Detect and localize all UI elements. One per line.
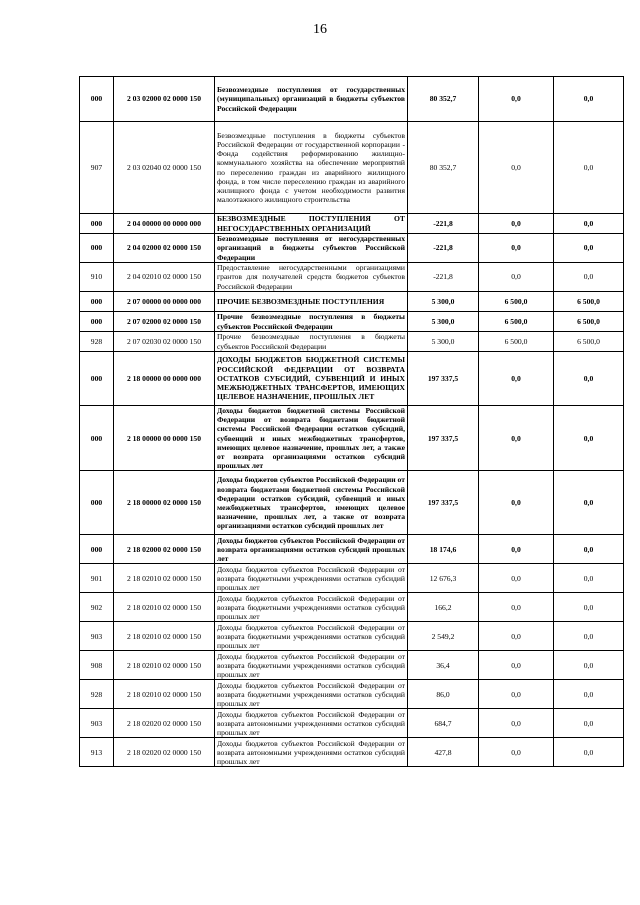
amount-year3-cell: 0,0	[554, 77, 624, 122]
budget-code-cell: 2 04 02010 02 0000 150	[114, 263, 215, 292]
budget-code-cell: 2 04 00000 00 0000 000	[114, 214, 215, 234]
revenue-name-cell: Доходы бюджетов субъектов Российской Федерации от возврата бюджетными учреждениями остатков субсидий прошлых лет	[215, 651, 408, 680]
table-row	[80, 471, 624, 535]
amount-year2-cell: 0,0	[479, 352, 554, 406]
amount-year2-cell: 6 500,0	[479, 312, 554, 332]
amount-year3-cell: 0,0	[554, 680, 624, 709]
table-row	[80, 593, 624, 622]
revenue-name-cell: ПРОЧИЕ БЕЗВОЗМЕЗДНЫЕ ПОСТУПЛЕНИЯ	[215, 292, 408, 312]
admin-code-cell: 928	[80, 680, 114, 709]
table-row	[80, 651, 624, 680]
amount-year2-cell: 0,0	[479, 738, 554, 767]
amount-year1-cell: 80 352,7	[408, 122, 479, 214]
amount-year1-cell: 427,8	[408, 738, 479, 767]
table-row	[80, 535, 624, 564]
table-row	[80, 122, 624, 214]
amount-year1-cell: 36,4	[408, 651, 479, 680]
revenue-name-cell: Предоставление негосударственными организациями грантов для получателей средств бюджетов субъектов Российской Федерации	[215, 263, 408, 292]
amount-year2-cell: 0,0	[479, 406, 554, 471]
amount-year3-cell: 0,0	[554, 651, 624, 680]
budget-code-cell: 2 18 02010 02 0000 150	[114, 593, 215, 622]
admin-code-cell: 000	[80, 214, 114, 234]
budget-table-body	[80, 77, 624, 767]
table-row	[80, 680, 624, 709]
admin-code-cell: 908	[80, 651, 114, 680]
amount-year1-cell: 2 549,2	[408, 622, 479, 651]
table-row	[80, 622, 624, 651]
amount-year3-cell: 6 500,0	[554, 332, 624, 352]
amount-year2-cell: 0,0	[479, 122, 554, 214]
revenue-name-cell: Доходы бюджетов субъектов Российской Федерации от возврата организациями остатков субсидий прошлых лет	[215, 535, 408, 564]
budget-code-cell: 2 18 02010 02 0000 150	[114, 564, 215, 593]
amount-year3-cell: 0,0	[554, 214, 624, 234]
amount-year1-cell: 197 337,5	[408, 352, 479, 406]
amount-year3-cell: 0,0	[554, 234, 624, 263]
admin-code-cell: 907	[80, 122, 114, 214]
table-row	[80, 312, 624, 332]
budget-code-cell: 2 03 02000 02 0000 150	[114, 77, 215, 122]
revenue-name-cell: Доходы бюджетов субъектов Российской Федерации от возврата бюджетными учреждениями остатков субсидий прошлых лет	[215, 593, 408, 622]
amount-year2-cell: 0,0	[479, 535, 554, 564]
revenue-name-cell: Доходы бюджетов субъектов Российской Федерации от возврата автономными учреждениями остатков субсидий прошлых лет	[215, 709, 408, 738]
amount-year3-cell: 0,0	[554, 352, 624, 406]
revenue-name-cell: Доходы бюджетов субъектов Российской Федерации от возврата бюджетами бюджетной системы Российской Федерации остатков субсидий, субвенций и иных межбюджетных трансфертов, имеющих целевое назначение, прошлых лет, а также от возврата организациями остатков субсидий прошлых лет	[215, 471, 408, 535]
budget-code-cell: 2 18 02020 02 0000 150	[114, 738, 215, 767]
amount-year3-cell: 0,0	[554, 593, 624, 622]
table-row	[80, 77, 624, 122]
amount-year2-cell: 0,0	[479, 680, 554, 709]
amount-year1-cell: 80 352,7	[408, 77, 479, 122]
admin-code-cell: 902	[80, 593, 114, 622]
revenue-name-cell: Безвозмездные поступления от негосударственных организаций в бюджеты субъектов Российской Федерации	[215, 234, 408, 263]
budget-code-cell: 2 18 02010 02 0000 150	[114, 651, 215, 680]
amount-year2-cell: 0,0	[479, 651, 554, 680]
amount-year1-cell: 5 300,0	[408, 312, 479, 332]
amount-year2-cell: 0,0	[479, 234, 554, 263]
amount-year1-cell: 197 337,5	[408, 406, 479, 471]
table-row	[80, 214, 624, 234]
budget-code-cell: 2 18 02010 02 0000 150	[114, 622, 215, 651]
admin-code-cell: 000	[80, 312, 114, 332]
page-number: 16	[313, 22, 327, 37]
amount-year2-cell: 0,0	[479, 593, 554, 622]
amount-year3-cell: 6 500,0	[554, 312, 624, 332]
revenue-name-cell: Безвозмездные поступления в бюджеты субъектов Российской Федерации от государственной корпорации - Фонда содействия реформированию жилищно-коммунального хозяйства на обеспечение мероприятий по переселению граждан из аварийного жилищного фонда, в том числе переселению граждан из аварийного жилищного фонда с учетом необходимости развития малоэтажного жилищного строительства	[215, 122, 408, 214]
budget-code-cell: 2 07 00000 00 0000 000	[114, 292, 215, 312]
budget-code-cell: 2 07 02030 02 0000 150	[114, 332, 215, 352]
admin-code-cell: 000	[80, 471, 114, 535]
amount-year1-cell: 684,7	[408, 709, 479, 738]
amount-year2-cell: 0,0	[479, 622, 554, 651]
table-row	[80, 332, 624, 352]
amount-year2-cell: 0,0	[479, 214, 554, 234]
budget-code-cell: 2 04 02000 02 0000 150	[114, 234, 215, 263]
amount-year3-cell: 6 500,0	[554, 292, 624, 312]
table-row	[80, 234, 624, 263]
admin-code-cell: 000	[80, 406, 114, 471]
amount-year2-cell: 0,0	[479, 77, 554, 122]
revenue-name-cell: Доходы бюджетов субъектов Российской Федерации от возврата бюджетными учреждениями остатков субсидий прошлых лет	[215, 680, 408, 709]
revenue-name-cell: Прочие безвозмездные поступления в бюджеты субъектов Российской Федерации	[215, 312, 408, 332]
amount-year1-cell: 5 300,0	[408, 292, 479, 312]
amount-year3-cell: 0,0	[554, 406, 624, 471]
admin-code-cell: 000	[80, 352, 114, 406]
amount-year2-cell: 0,0	[479, 471, 554, 535]
revenue-name-cell: БЕЗВОЗМЕЗДНЫЕ ПОСТУПЛЕНИЯ ОТ НЕГОСУДАРСТВЕННЫХ ОРГАНИЗАЦИЙ	[215, 214, 408, 234]
admin-code-cell: 901	[80, 564, 114, 593]
amount-year1-cell: 197 337,5	[408, 471, 479, 535]
amount-year3-cell: 0,0	[554, 535, 624, 564]
budget-revenue-table	[79, 76, 624, 767]
budget-code-cell: 2 18 00000 00 0000 000	[114, 352, 215, 406]
amount-year1-cell: -221,8	[408, 263, 479, 292]
revenue-name-cell: Доходы бюджетов бюджетной системы Российской Федерации от возврата бюджетами бюджетной системы Российской Федерации остатков субсидий, субвенций и иных межбюджетных трансфертов, имеющих целевое назначение, прошлых лет, а также от возврата организациями остатков субсидий прошлых лет	[215, 406, 408, 471]
amount-year2-cell: 6 500,0	[479, 292, 554, 312]
admin-code-cell: 913	[80, 738, 114, 767]
amount-year3-cell: 0,0	[554, 122, 624, 214]
amount-year2-cell: 6 500,0	[479, 332, 554, 352]
budget-code-cell: 2 18 02000 02 0000 150	[114, 535, 215, 564]
admin-code-cell: 000	[80, 77, 114, 122]
budget-code-cell: 2 03 02040 02 0000 150	[114, 122, 215, 214]
revenue-name-cell: Доходы бюджетов субъектов Российской Федерации от возврата бюджетными учреждениями остатков субсидий прошлых лет	[215, 622, 408, 651]
admin-code-cell: 928	[80, 332, 114, 352]
budget-code-cell: 2 18 00000 00 0000 150	[114, 406, 215, 471]
amount-year2-cell: 0,0	[479, 263, 554, 292]
revenue-name-cell: Безвозмездные поступления от государственных (муниципальных) организаций в бюджеты субъектов Российской Федерации	[215, 77, 408, 122]
budget-code-cell: 2 18 00000 02 0000 150	[114, 471, 215, 535]
amount-year3-cell: 0,0	[554, 622, 624, 651]
revenue-name-cell: Прочие безвозмездные поступления в бюджеты субъектов Российской Федерации	[215, 332, 408, 352]
amount-year2-cell: 0,0	[479, 709, 554, 738]
admin-code-cell: 903	[80, 709, 114, 738]
table-row	[80, 292, 624, 312]
admin-code-cell: 000	[80, 292, 114, 312]
amount-year1-cell: 12 676,3	[408, 564, 479, 593]
amount-year1-cell: -221,8	[408, 234, 479, 263]
revenue-name-cell: Доходы бюджетов субъектов Российской Федерации от возврата автономными учреждениями остатков субсидий прошлых лет	[215, 738, 408, 767]
budget-code-cell: 2 18 02010 02 0000 150	[114, 680, 215, 709]
amount-year1-cell: 86,0	[408, 680, 479, 709]
revenue-name-cell: Доходы бюджетов субъектов Российской Федерации от возврата бюджетными учреждениями остатков субсидий прошлых лет	[215, 564, 408, 593]
table-row	[80, 738, 624, 767]
amount-year3-cell: 0,0	[554, 738, 624, 767]
amount-year3-cell: 0,0	[554, 709, 624, 738]
table-row	[80, 564, 624, 593]
table-row	[80, 709, 624, 738]
amount-year3-cell: 0,0	[554, 263, 624, 292]
amount-year1-cell: 18 174,6	[408, 535, 479, 564]
amount-year3-cell: 0,0	[554, 471, 624, 535]
admin-code-cell: 903	[80, 622, 114, 651]
table-row	[80, 406, 624, 471]
amount-year2-cell: 0,0	[479, 564, 554, 593]
admin-code-cell: 910	[80, 263, 114, 292]
budget-code-cell: 2 07 02000 02 0000 150	[114, 312, 215, 332]
admin-code-cell: 000	[80, 535, 114, 564]
amount-year1-cell: 166,2	[408, 593, 479, 622]
budget-code-cell: 2 18 02020 02 0000 150	[114, 709, 215, 738]
table-row	[80, 263, 624, 292]
amount-year1-cell: -221,8	[408, 214, 479, 234]
revenue-name-cell: ДОХОДЫ БЮДЖЕТОВ БЮДЖЕТНОЙ СИСТЕМЫ РОССИЙСКОЙ ФЕДЕРАЦИИ ОТ ВОЗВРАТА ОСТАТКОВ СУБСИДИЙ, СУБВЕНЦИЙ И ИНЫХ МЕЖБЮДЖЕТНЫХ ТРАНСФЕРТОВ, ИМЕЮЩИХ ЦЕЛЕВОЕ НАЗНАЧЕНИЕ, ПРОШЛЫХ ЛЕТ	[215, 352, 408, 406]
amount-year1-cell: 5 300,0	[408, 332, 479, 352]
admin-code-cell: 000	[80, 234, 114, 263]
amount-year3-cell: 0,0	[554, 564, 624, 593]
table-row	[80, 352, 624, 406]
